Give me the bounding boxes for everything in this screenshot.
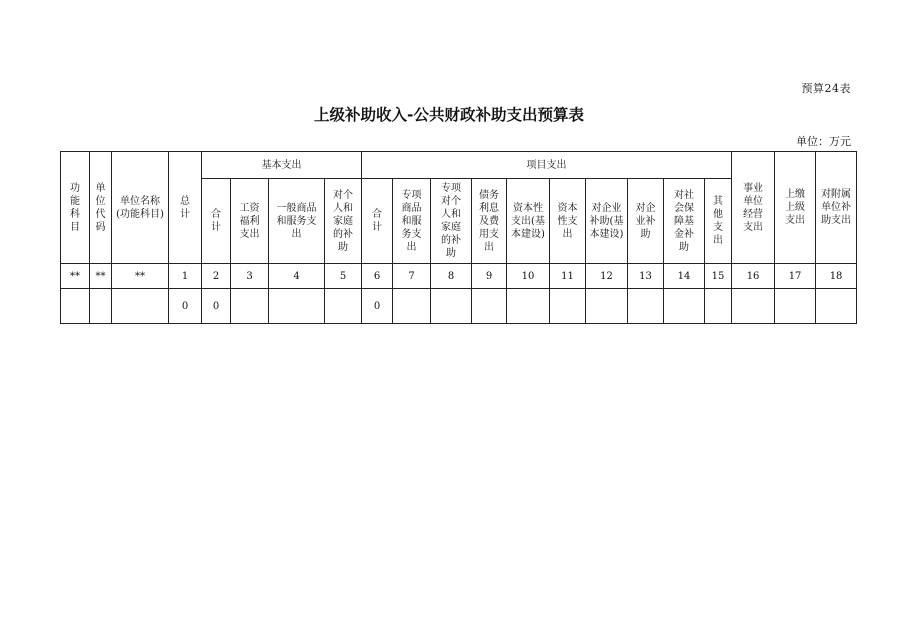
unit-label: 单位：万元 [796, 135, 851, 148]
header-goods-services: 一般商品和服务支出 [269, 179, 325, 264]
header-special-household-subsidy: 专项对个人和家庭的补助 [431, 179, 472, 264]
header-total: 总计 [169, 152, 202, 264]
header-project-group: 项目支出 [362, 152, 732, 179]
index-cell: 9 [472, 264, 507, 289]
header-special-goods-services: 专项商品和服务支出 [393, 179, 431, 264]
data-cell [705, 289, 732, 324]
index-cell: 2 [202, 264, 231, 289]
data-cell [628, 289, 664, 324]
header-enterprise-subsidy-infra: 对企业补助(基本建设) [586, 179, 628, 264]
header-affiliated-subsidy: 对附属单位补助支出 [816, 152, 857, 264]
table-row [61, 289, 857, 324]
index-cell: 5 [325, 264, 362, 289]
index-cell: 11 [550, 264, 586, 289]
header-other: 其他支出 [705, 179, 732, 264]
data-cell [90, 289, 112, 324]
index-cell: ** [61, 264, 90, 289]
header-salary-welfare: 工资福利支出 [231, 179, 269, 264]
data-cell [507, 289, 550, 324]
header-capital-infra: 资本性支出(基本建设) [507, 179, 550, 264]
data-cell [393, 289, 431, 324]
header-basic-subtotal: 合计 [202, 179, 231, 264]
data-cell: 0 [169, 289, 202, 324]
form-number: 预算24表 [801, 82, 851, 95]
index-cell: 7 [393, 264, 431, 289]
index-cell: 18 [816, 264, 857, 289]
index-cell: 1 [169, 264, 202, 289]
data-cell [61, 289, 90, 324]
index-cell: 6 [362, 264, 393, 289]
header-row-groups [61, 152, 857, 179]
data-cell [816, 289, 857, 324]
data-cell [325, 289, 362, 324]
header-func-subject: 功能科目 [61, 152, 90, 264]
header-debt-interest: 债务利息及费用支出 [472, 179, 507, 264]
data-cell [664, 289, 705, 324]
index-cell: 14 [664, 264, 705, 289]
data-cell [112, 289, 169, 324]
index-cell: 3 [231, 264, 269, 289]
header-basic-group: 基本支出 [202, 152, 362, 179]
index-cell: 13 [628, 264, 664, 289]
index-cell: 17 [775, 264, 816, 289]
data-cell [775, 289, 816, 324]
index-cell: 15 [705, 264, 732, 289]
header-household-subsidy: 对个人和家庭的补助 [325, 179, 362, 264]
index-cell: 16 [732, 264, 775, 289]
data-cell: 0 [202, 289, 231, 324]
header-business-operation: 事业单位经营支出 [732, 152, 775, 264]
data-cell [472, 289, 507, 324]
index-row [61, 264, 857, 289]
header-remit-upper: 上缴上级支出 [775, 152, 816, 264]
index-cell: 8 [431, 264, 472, 289]
header-capital: 资本性支出 [550, 179, 586, 264]
index-cell: 4 [269, 264, 325, 289]
index-cell: ** [112, 264, 169, 289]
data-cell [269, 289, 325, 324]
index-cell: 12 [586, 264, 628, 289]
data-cell [231, 289, 269, 324]
header-project-subtotal: 合计 [362, 179, 393, 264]
header-unit-name: 单位名称(功能科目) [112, 152, 169, 264]
header-enterprise-subsidy: 对企业补助 [628, 179, 664, 264]
index-cell: ** [90, 264, 112, 289]
index-cell: 10 [507, 264, 550, 289]
data-cell [586, 289, 628, 324]
data-cell [550, 289, 586, 324]
data-cell [431, 289, 472, 324]
header-unit-code: 单位代码 [90, 152, 112, 264]
page-title: 上级补助收入-公共财政补助支出预算表 [314, 106, 584, 124]
data-cell: 0 [362, 289, 393, 324]
header-social-security-subsidy: 对社会保障基金补助 [664, 179, 705, 264]
budget-table [60, 151, 857, 324]
data-cell [732, 289, 775, 324]
